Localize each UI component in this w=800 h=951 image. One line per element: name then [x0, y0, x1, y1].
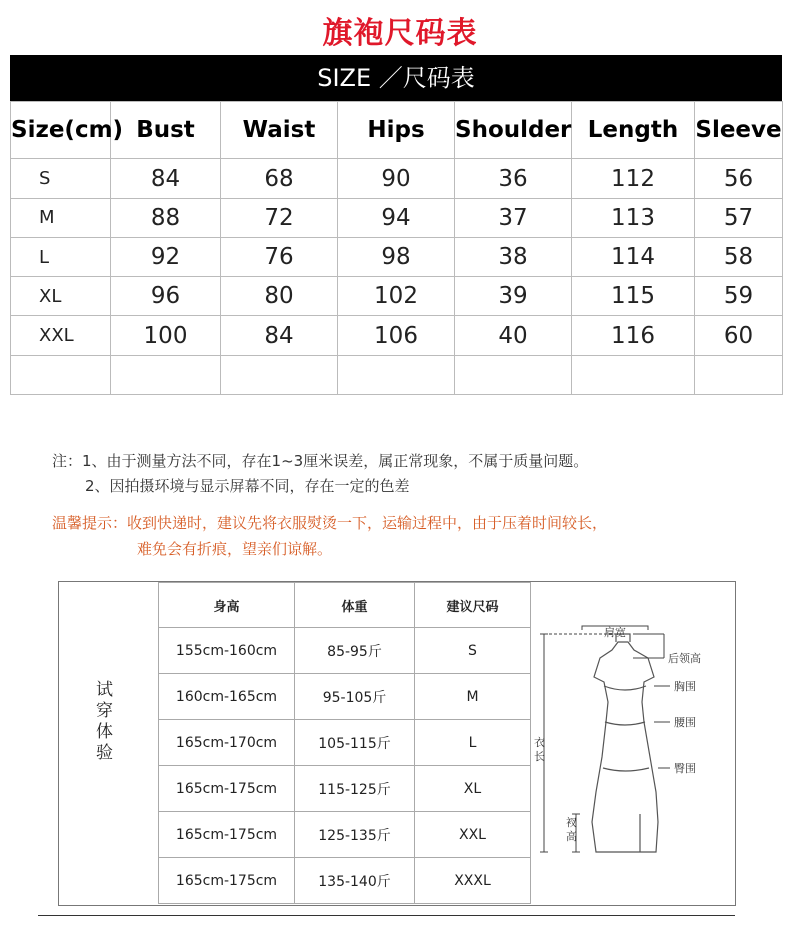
empty-cell [338, 355, 455, 394]
bottom-divider [38, 915, 735, 916]
hip-label: 臀围 [674, 762, 696, 775]
slit-label-char: 高 [566, 830, 577, 843]
table-cell: 72 [221, 198, 338, 237]
table-cell: 165cm-175cm [159, 858, 295, 904]
warm-tip-line-2: 难免会有折痕，望亲们谅解。 [137, 540, 333, 558]
table-cell: M [415, 674, 531, 720]
table-cell: 38 [455, 237, 572, 276]
table-cell: 36 [455, 159, 572, 198]
table-cell: 105-115斤 [295, 720, 415, 766]
header-length: Length [572, 102, 695, 159]
size-label: M [11, 198, 111, 237]
table-cell: 165cm-175cm [159, 812, 295, 858]
table-row [159, 720, 531, 766]
table-cell: 115-125斤 [295, 766, 415, 812]
table-cell: 95-105斤 [295, 674, 415, 720]
header-waist: Waist [221, 102, 338, 159]
table-cell: 58 [695, 237, 783, 276]
table-cell: 106 [338, 316, 455, 355]
table-row [11, 237, 783, 276]
empty-cell [11, 355, 111, 394]
table-cell: 94 [338, 198, 455, 237]
table-row [159, 858, 531, 904]
header-shoulder: Shoulder [455, 102, 572, 159]
table-row [159, 766, 531, 812]
table-cell: 114 [572, 237, 695, 276]
warm-tip-line-1: 温馨提示：收到快递时，建议先将衣服熨烫一下，运输过程中，由于压着时间较长， [52, 514, 608, 532]
size-label: XXL [11, 316, 111, 355]
table-cell: 92 [111, 237, 221, 276]
table-cell: 90 [338, 159, 455, 198]
size-chart-banner: SIZE ／尺码表 [10, 55, 782, 101]
table-cell: XL [415, 766, 531, 812]
size-table [10, 101, 783, 395]
table-cell: 80 [221, 277, 338, 316]
table-cell: 160cm-165cm [159, 674, 295, 720]
try-on-char: 验 [96, 743, 113, 763]
try-on-label [96, 680, 120, 764]
table-cell: 57 [695, 198, 783, 237]
table-cell: 96 [111, 277, 221, 316]
table-cell: 112 [572, 159, 695, 198]
table-cell: 39 [455, 277, 572, 316]
try-on-char: 体 [96, 722, 113, 742]
table-cell: L [415, 720, 531, 766]
table-cell: 165cm-175cm [159, 766, 295, 812]
table-row [159, 628, 531, 674]
table-cell: 116 [572, 316, 695, 355]
table-cell: 113 [572, 198, 695, 237]
note-line-1: 注：1、由于测量方法不同，存在1~3厘米误差，属正常现象，不属于质量问题。 [52, 452, 589, 470]
empty-cell [111, 355, 221, 394]
empty-row [11, 355, 783, 394]
table-cell: 155cm-160cm [159, 628, 295, 674]
size-table-header [11, 102, 783, 159]
table-cell: XXXL [415, 858, 531, 904]
empty-cell [572, 355, 695, 394]
table-cell: 98 [338, 237, 455, 276]
table-cell: 76 [221, 237, 338, 276]
page-title: 旗袍尺码表 [322, 16, 478, 51]
qipao-dress-outline [592, 642, 658, 852]
table-cell: S [415, 628, 531, 674]
qipao-measurement-diagram [530, 582, 734, 903]
table-cell: 115 [572, 277, 695, 316]
length-label-char: 衣 [534, 736, 545, 749]
length-label-char: 长 [534, 750, 545, 763]
shoulder-width-label: 肩宽 [604, 626, 626, 639]
table-row [159, 812, 531, 858]
header-size: Size(cm) [11, 102, 111, 159]
table-cell: 40 [455, 316, 572, 355]
table-cell: 68 [221, 159, 338, 198]
table-cell: 165cm-170cm [159, 720, 295, 766]
size-label: XL [11, 277, 111, 316]
fit-table-header [159, 583, 531, 628]
table-cell: 102 [338, 277, 455, 316]
table-row [11, 277, 783, 316]
table-cell: 84 [221, 316, 338, 355]
table-cell: 100 [111, 316, 221, 355]
size-label: L [11, 237, 111, 276]
table-cell: 56 [695, 159, 783, 198]
header-weight: 体重 [295, 583, 415, 628]
header-bust: Bust [111, 102, 221, 159]
empty-cell [455, 355, 572, 394]
table-row [11, 159, 783, 198]
waist-label: 腰围 [674, 716, 696, 729]
table-row [159, 674, 531, 720]
back-collar-height-label: 后领高 [668, 652, 701, 665]
table-row [11, 198, 783, 237]
table-cell: 60 [695, 316, 783, 355]
try-on-char: 穿 [96, 701, 113, 721]
note-line-2: 2、因拍摄环境与显示屏幕不同，存在一定的色差 [85, 477, 410, 495]
table-cell: 125-135斤 [295, 812, 415, 858]
header-hips: Hips [338, 102, 455, 159]
fit-table [158, 582, 531, 904]
table-row [11, 316, 783, 355]
slit-label-char: 衩 [566, 816, 577, 829]
try-on-char: 试 [96, 680, 113, 700]
table-cell: 59 [695, 277, 783, 316]
table-cell: 88 [111, 198, 221, 237]
size-label: S [11, 159, 111, 198]
header-height: 身高 [159, 583, 295, 628]
table-cell: 37 [455, 198, 572, 237]
table-cell: XXL [415, 812, 531, 858]
table-cell: 135-140斤 [295, 858, 415, 904]
empty-cell [221, 355, 338, 394]
header-sleeve: Sleeve [695, 102, 783, 159]
header-recommended-size: 建议尺码 [415, 583, 531, 628]
bust-label: 胸围 [674, 680, 696, 693]
table-cell: 84 [111, 159, 221, 198]
empty-cell [695, 355, 783, 394]
table-cell: 85-95斤 [295, 628, 415, 674]
